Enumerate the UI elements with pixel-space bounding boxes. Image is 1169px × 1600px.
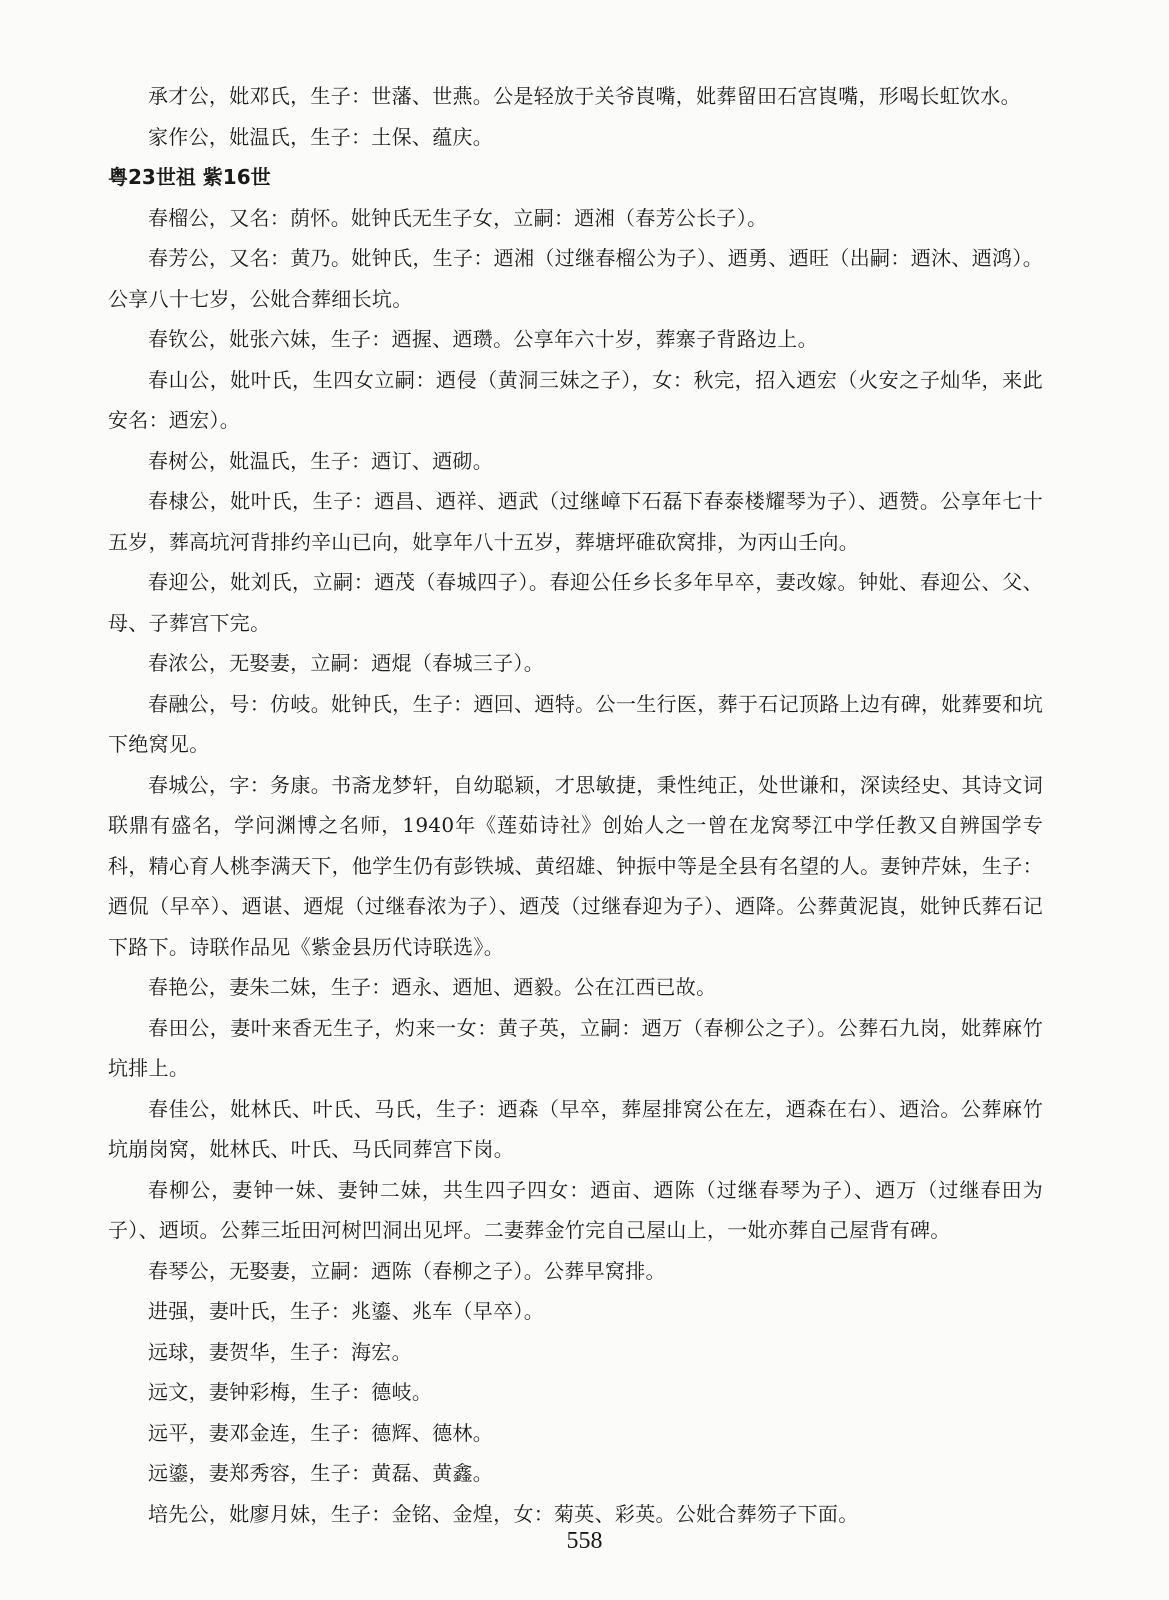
genealogy-entry: 承才公，妣邓氏，生子：世藩、世燕。公是轻放于关爷崀嘴，妣葬留田石宫崀嘴，形喝长虹饮水。	[148, 84, 1021, 108]
genealogy-entry: 培先公，妣廖月妹，生子：金铭、金煌，女：菊英、彩英。公妣合葬笏子下面。	[148, 1501, 859, 1526]
genealogy-entry: 春城公，字：务康。书斋龙梦轩，自幼聪颖，才思敏捷，秉性纯正，处世谦和，深读经史、其诗文词联鼎有盛名，学问渊博之名师，1940年《莲茹诗社》创始人之一曾在龙窝琴江中学任教又自辨国学专科，精心育人桃李满天下，他学生仍有彭铁城、黄绍雄、钟振中等是全县有名望的人。妻钟芹妹，生子：迺侃（早卒）、迺谌、迺焜（过继春浓为子）、迺茂（过继春迎为子）、迺降。公葬黄泥崀，妣钟氏葬石记下路下。诗联作品见《紫金县历代诗联选》。	[108, 772, 1043, 959]
genealogy-entry: 春柳公，妻钟一妹、妻钟二妹，共生四子四女：迺亩、迺陈（过继春琴为子）、迺万（过继春田为子）、迺顷。公葬三坵田河树凹洞出见坪。二妻葬金竹完自己屋山上，一妣亦葬自己屋背有碑。	[108, 1177, 1043, 1242]
genealogy-entry: 远球，妻贺华，生子：海宏。	[148, 1339, 412, 1364]
genealogy-entry: 远鎏，妻郑秀容，生子：黄磊、黄鑫。	[148, 1461, 494, 1485]
section-heading: 粤23世祖 紫16世	[108, 165, 271, 189]
page-body	[108, 76, 1043, 1534]
genealogy-entry: 春琴公，无娶妻，立嗣：迺陈（春柳之子）。公葬早窝排。	[148, 1258, 666, 1283]
genealogy-entry: 春浓公，无娶妻，立嗣：迺焜（春城三子）。	[148, 651, 544, 675]
genealogy-entry: 春榴公，又名：荫怀。妣钟氏无生子女，立嗣：迺湘（春芳公长子）。	[148, 205, 768, 230]
genealogy-entry: 春棣公，妣叶氏，生子：迺昌、迺祥、迺武（过继嶂下石磊下春泰楼耀琴为子）、迺赞。公享年七十五岁，葬高坑河背排约辛山已向，妣享年八十五岁，葬塘坪碓砍窝排，为丙山壬向。	[108, 489, 1043, 554]
genealogy-entry: 春钦公，妣张六妹，生子：迺握、迺瓒。公享年六十岁，葬寨子背路边上。	[148, 327, 818, 351]
genealogy-entry: 春芳公，又名：黄乃。妣钟氏，生子：迺湘（过继春榴公为子）、迺勇、迺旺（出嗣：迺沐、迺鸿）。公享八十七岁，公妣合葬细长坑。	[108, 246, 1043, 311]
genealogy-entry: 春佳公，妣林氏、叶氏、马氏，生子：迺森（早卒，葬屋排窝公在左，迺森在右）、迺洽。公葬麻竹坑崩岗窝，妣林氏、叶氏、马氏同葬宫下岗。	[108, 1096, 1043, 1161]
genealogy-entry: 春迎公，妣刘氏，立嗣：迺茂（春城四子）。春迎公任乡长多年早卒，妻改嫁。钟妣、春迎公、父、母、子葬宫下完。	[108, 570, 1043, 635]
genealogy-entry: 春田公，妻叶来香无生子，灼来一女：黄子英，立嗣：迺万（春柳公之子）。公葬石九岗，妣葬麻竹坑排上。	[108, 1015, 1043, 1080]
genealogy-entry: 春山公，妣叶氏，生四女立嗣：迺侵（黄洞三妹之子），女：秋完，招入迺宏（火安之子灿华，来此安名：迺宏）。	[108, 367, 1043, 432]
genealogy-entry: 进强，妻叶氏，生子：兆鎏、兆车（早卒）。	[148, 1299, 544, 1323]
genealogy-entry: 春融公，号：仿岐。妣钟氏，生子：迺回、迺特。公一生行医，葬于石记顶路上边有碑，妣葬要和坑下绝窝见。	[108, 691, 1043, 756]
genealogy-entry: 春艳公，妻朱二妹，生子：迺永、迺旭、迺毅。公在江西已故。	[148, 975, 717, 999]
genealogy-entry: 家作公，妣温氏，生子：土保、蕴庆。	[148, 124, 494, 149]
genealogy-entry: 远文，妻钟彩梅，生子：德岐。	[148, 1380, 433, 1404]
genealogy-entry: 春树公，妣温氏，生子：迺订、迺砌。	[148, 448, 494, 473]
genealogy-entry: 远平，妻邓金连，生子：德辉、德林。	[148, 1420, 494, 1445]
page-number: 558	[566, 1528, 603, 1554]
